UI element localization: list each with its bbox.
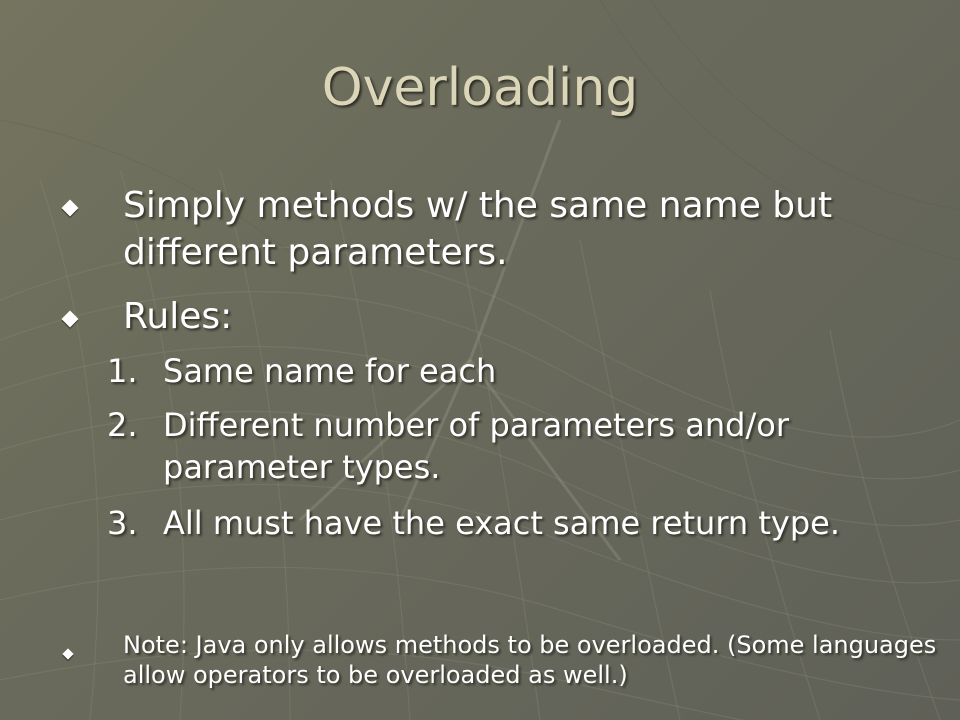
bullet-text: Rules: [123, 296, 233, 337]
note-text: Note: Java only allows methods to be overloaded. (Some languages allow operators to be overloaded as well.) [123, 631, 937, 689]
item-text: Same name for each [163, 352, 497, 390]
item-text: Different number of parameters and/or parameter types. [163, 406, 789, 486]
bullet-item [62, 293, 922, 340]
note-item [62, 630, 942, 690]
numbered-item [107, 502, 907, 544]
item-number: 1. [107, 352, 138, 390]
diamond-bullet-icon [64, 312, 76, 330]
numbered-item [107, 404, 907, 488]
bullet-text: Simply methods w/ the same name but different parameters. [123, 185, 833, 273]
item-number: 2. [107, 406, 138, 444]
item-number: 3. [107, 504, 138, 542]
bullet-item [62, 182, 922, 276]
diamond-bullet-icon [64, 645, 72, 663]
item-text: All must have the exact same return type. [163, 504, 841, 542]
slide-title: Overloading [321, 58, 639, 118]
numbered-item [107, 350, 907, 392]
diamond-bullet-icon [64, 201, 76, 219]
